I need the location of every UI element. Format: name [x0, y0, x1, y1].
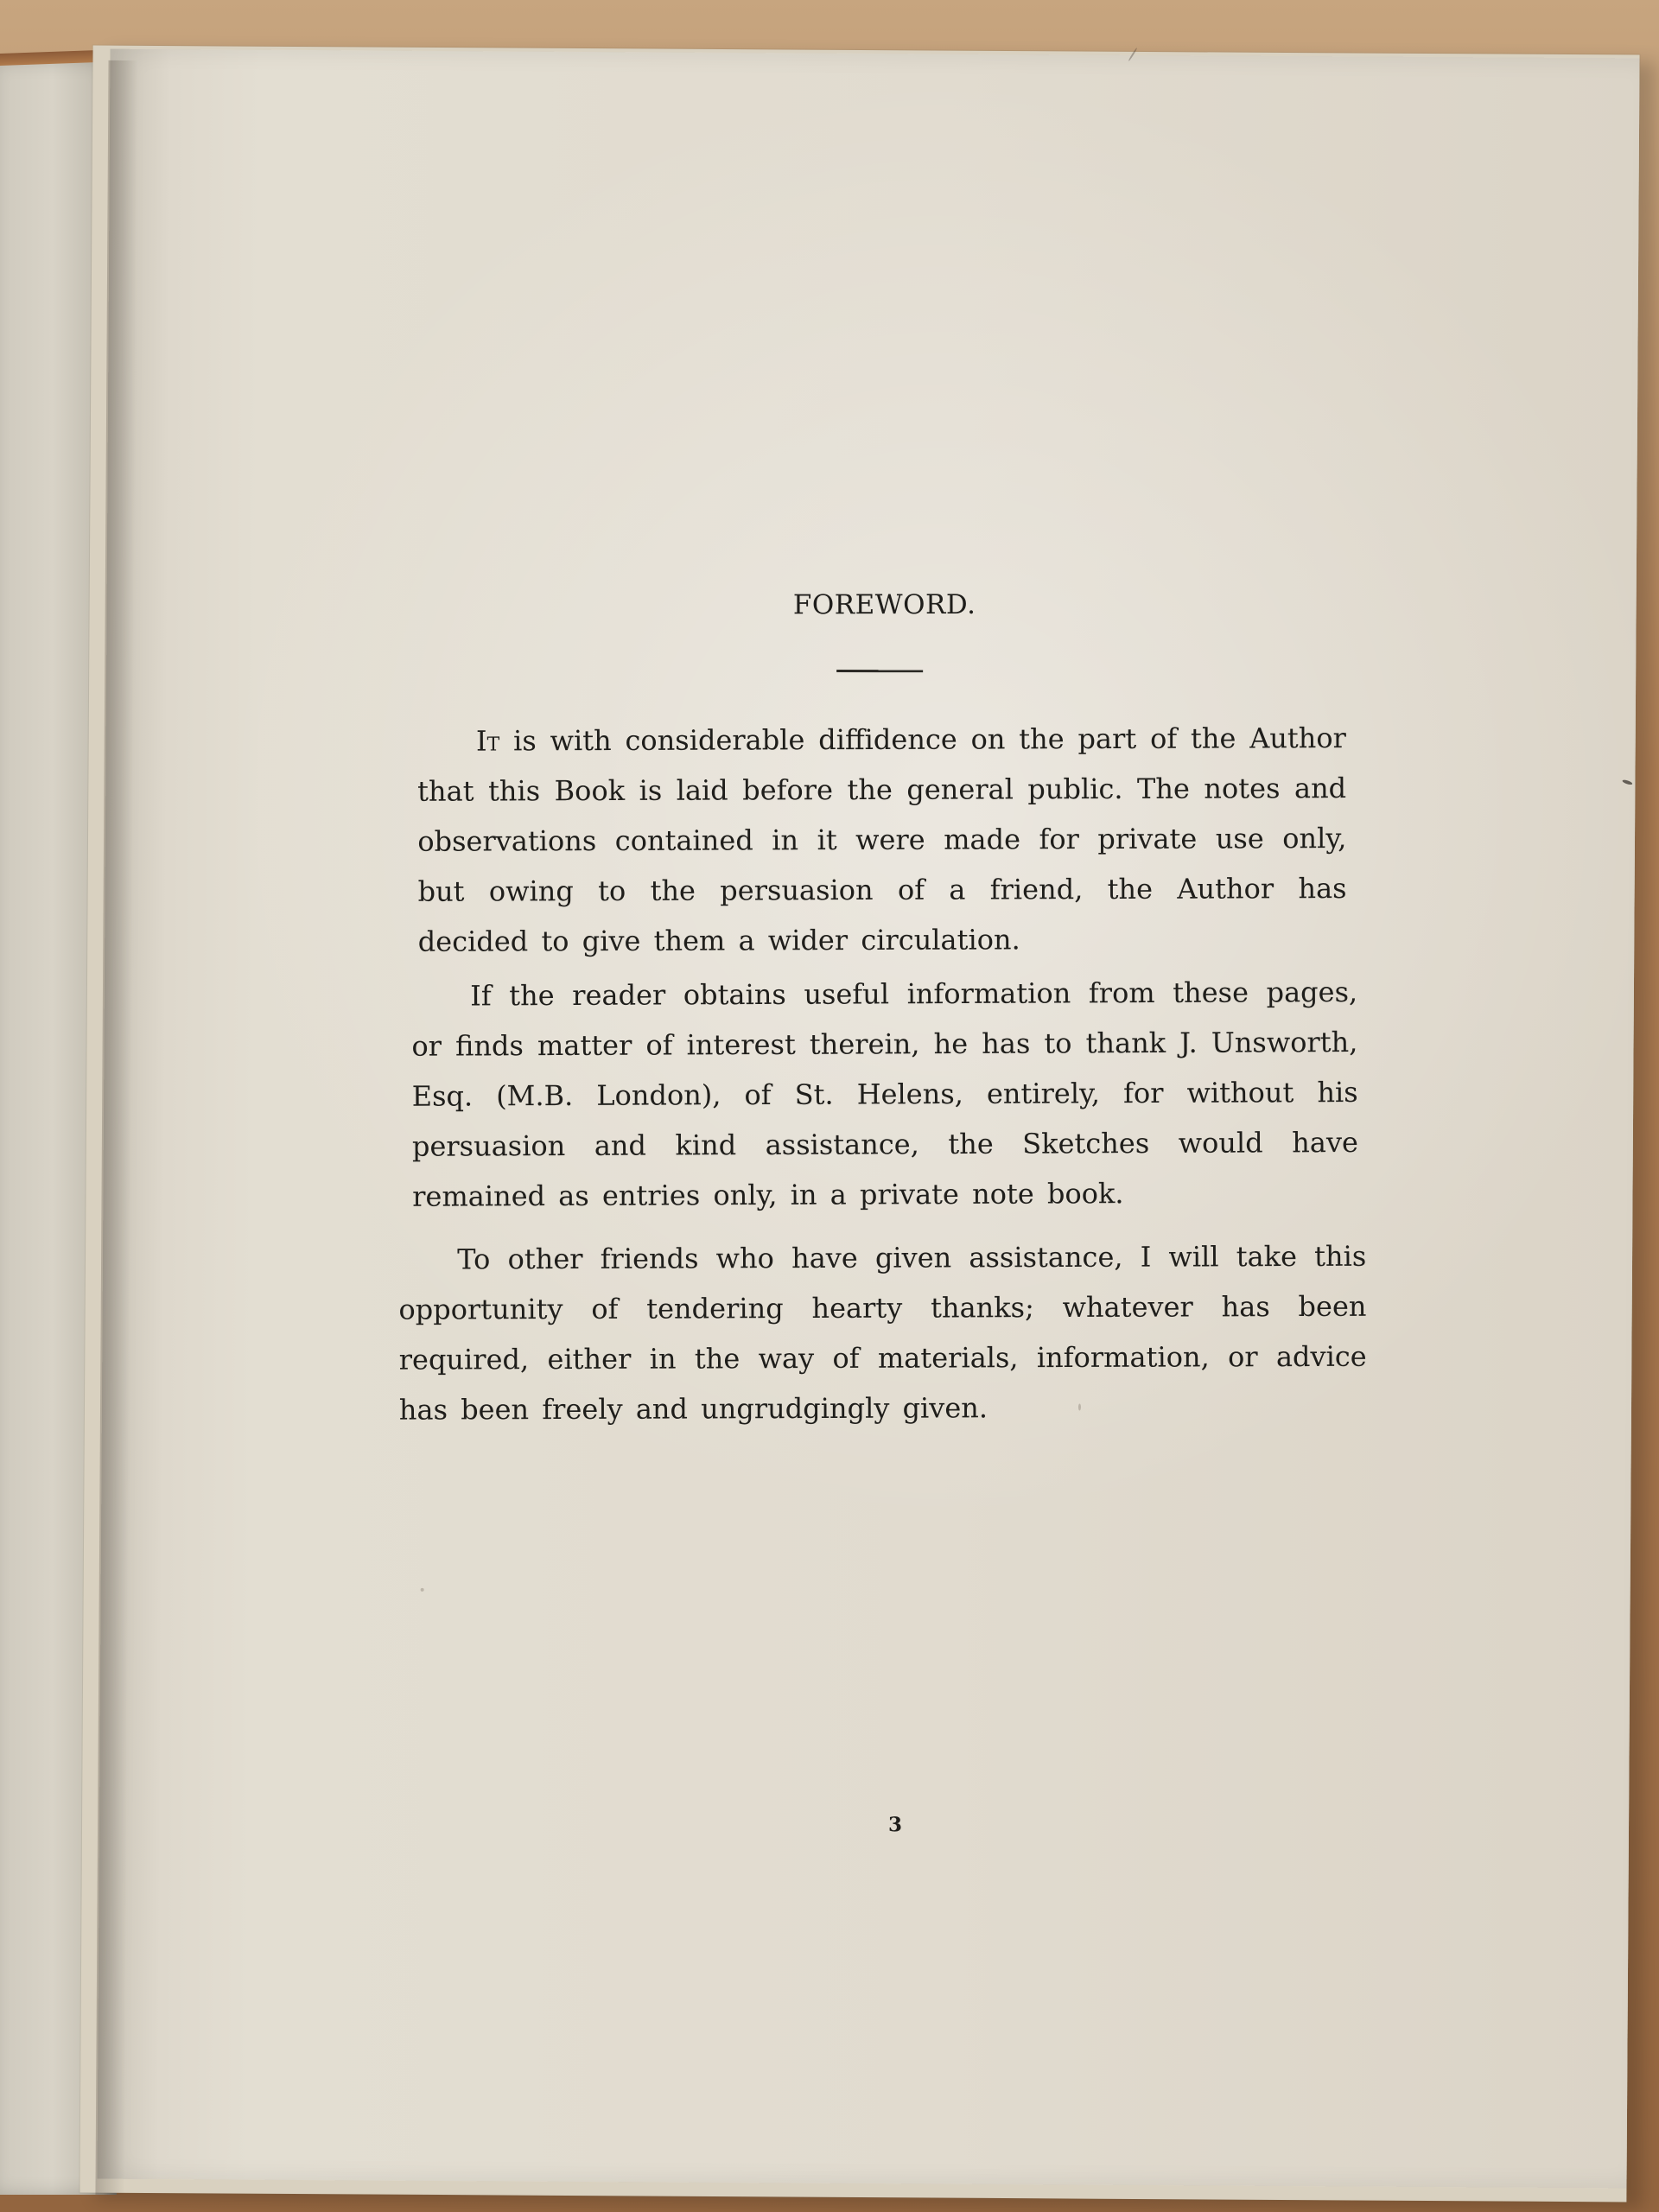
paragraph-text: To other friends who have given assistance, I will take this opportunity of tendering hearty thanks; whatever has been required, either in the way of materials, information, or advice has been freely and ungrudgingly given. — [398, 1239, 1367, 1427]
foreword-paragraph-third — [398, 1231, 1367, 1435]
paragraph-text: If the reader obtains useful information from these pages, or finds matter of interest therein, he has to thank J. Unsworth, Esq. (M.B. London), of St. Helens, entirely, for without his persuasion and kind assistance, the Sketches would have remained as entries only, in a private note book. — [411, 975, 1358, 1213]
paper-speck — [1622, 779, 1633, 786]
page-number: 3 — [887, 1813, 903, 1837]
page-content — [97, 49, 1639, 2189]
page-title: FOREWORD. — [792, 588, 976, 621]
paragraph-lead-word: It — [475, 724, 500, 758]
foreword-paragraph-second — [411, 967, 1358, 1222]
book-page — [97, 49, 1639, 2189]
foreword-paragraph-first — [417, 713, 1347, 967]
title-rule — [836, 670, 923, 672]
paragraph-text: is with considerable diffidence on the part of the Author that this Book is laid before the general public. The notes and observations contained in it were made for private use only, but owing to the persuasion of a friend, the Author has decided to give them a wider circulation. — [417, 721, 1347, 958]
paper-speck — [421, 1588, 424, 1592]
